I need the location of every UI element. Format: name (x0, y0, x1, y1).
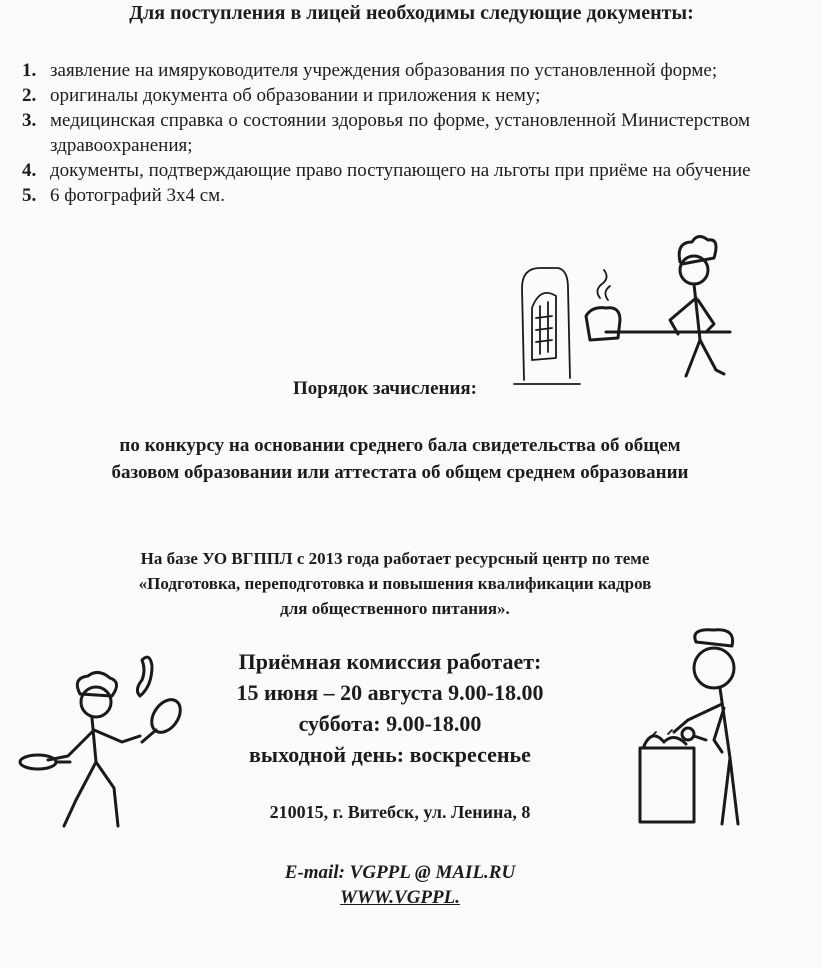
list-number: 5. (22, 185, 37, 206)
enrollment-text (20, 432, 780, 486)
schedule-saturday: суббота: 9.00-18.00 (298, 711, 482, 736)
list-number: 2. (22, 85, 37, 106)
list-number: 4. (22, 160, 37, 181)
documents-list (22, 58, 752, 208)
resource-line: «Подготовка, переподготовка и повышения квалификации кадров (138, 574, 652, 593)
list-item-text: оригиналы документа об образовании и приложения к нему; (50, 85, 541, 106)
resource-center-text (30, 546, 760, 621)
email-text[interactable]: E-mail: VGPPL @ MAIL.RU (284, 862, 516, 883)
juggling-cook-illustration (18, 650, 218, 840)
chef-stove-illustration (634, 628, 774, 828)
schedule-heading: Приёмная комиссия работает: (238, 649, 542, 674)
list-item (22, 83, 752, 108)
list-number: 1. (22, 60, 37, 81)
enrollment-heading: Порядок зачисления: (293, 378, 477, 399)
list-item-text: заявление на имяруководителя учреждения образования по установленной форме; (50, 60, 718, 81)
list-item (22, 58, 752, 83)
list-item-text: документы, подтверждающие право поступающего на льготы при приёме на обучение (50, 160, 751, 181)
list-item-text: 6 фотографий 3х4 см. (50, 185, 225, 206)
enrollment-line: по конкурсу на основании среднего бала свидетельства об общем (119, 435, 681, 456)
resource-line: На базе УО ВГППЛ с 2013 года работает ресурсный центр по теме (140, 549, 650, 568)
address: 210015, г. Витебск, ул. Ленина, 8 (269, 802, 531, 822)
enrollment-line: базовом образовании или аттестата об общем среднем образовании (111, 462, 689, 483)
contacts (200, 860, 600, 910)
admission-schedule (190, 646, 590, 770)
list-number: 3. (22, 110, 37, 131)
resource-line: для общественного питания». (280, 599, 510, 618)
list-item (22, 108, 750, 158)
list-item (22, 183, 752, 208)
baker-oven-illustration (510, 228, 740, 388)
page-title: Для поступления в лицей необходимы следующие документы: (129, 2, 694, 24)
website-link[interactable]: WWW.VGPPL. (340, 887, 460, 908)
schedule-day-off: выходной день: воскресенье (249, 742, 531, 767)
schedule-dates: 15 июня – 20 августа 9.00-18.00 (236, 680, 544, 705)
list-item-text: медицинская справка о состоянии здоровья по форме, установленной Министерством здравоохранения; (50, 110, 750, 156)
list-item (22, 158, 752, 183)
